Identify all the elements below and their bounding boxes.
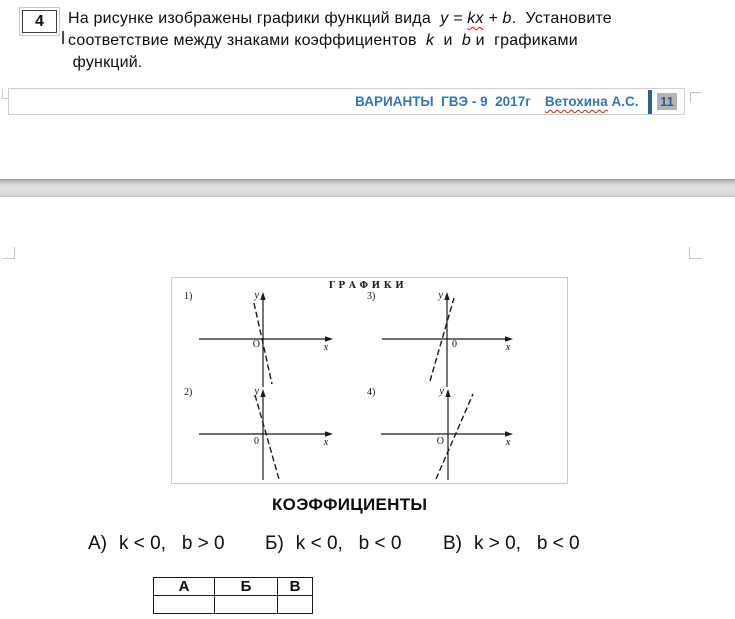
graphs-figure	[171, 277, 568, 484]
option-a-label: А)	[88, 533, 107, 554]
graph-4-y-label: у	[439, 386, 444, 397]
graph-1-x-label: х	[323, 342, 329, 353]
problem-number-box	[22, 10, 57, 33]
graph-2-number: 2)	[184, 387, 193, 398]
statement-text: функций.	[68, 54, 143, 71]
graph-1-origin-label: O	[252, 339, 260, 350]
graph-4-x-label: х	[505, 437, 511, 448]
option-v-expression: k > 0, b < 0	[474, 533, 580, 554]
page-corner-mark-top-right	[690, 92, 702, 103]
option-b-label: Б)	[265, 533, 284, 554]
graph-3-y-label: у	[438, 290, 443, 301]
graph-4-number: 4)	[367, 387, 376, 398]
var-b: b	[461, 32, 472, 49]
page-corner-mark-left	[3, 247, 15, 259]
problem-statement	[68, 8, 678, 74]
figure-border	[172, 278, 568, 484]
graph-3-origin-label: 0	[452, 339, 457, 350]
graph-1-y-label: у	[254, 290, 259, 301]
graph-2-origin-label: 0	[254, 436, 259, 447]
var-k: k	[426, 32, 435, 49]
answer-cell-a[interactable]	[154, 596, 215, 614]
answer-column-a: А	[154, 578, 215, 596]
page-footer	[8, 88, 685, 115]
page-corner-mark-right	[689, 247, 702, 259]
graph-1-number: 1)	[184, 291, 193, 302]
footer-author-initials: А.С.	[607, 94, 639, 109]
statement-text: На рисунке изображены графики функций вида	[68, 10, 441, 27]
option-a	[88, 533, 225, 555]
formula-kx-misspelled: kx	[467, 10, 484, 27]
answer-column-b: Б	[215, 578, 278, 596]
statement-text: соответствие между знаками коэффициентов	[68, 32, 426, 49]
graph-4-origin-label: O	[436, 436, 444, 447]
footer-divider-bar	[648, 90, 653, 114]
option-a-expression: k < 0, b > 0	[119, 533, 225, 554]
graph-2-y-label: у	[254, 386, 259, 397]
figure-title: ГРАФИКИ	[328, 281, 408, 291]
text-cursor	[62, 31, 64, 44]
statement-text: . Установите	[511, 10, 612, 27]
problem-number: 4	[35, 12, 44, 30]
footer-series-title: ВАРИАНТЫ ГВЭ - 9 2017г	[355, 94, 531, 109]
answer-table	[153, 577, 313, 614]
statement-line-3	[68, 52, 678, 74]
page-number-badge: 11	[657, 93, 677, 110]
page-break-separator	[0, 179, 735, 197]
footer-author	[545, 94, 639, 109]
answer-cell-b[interactable]	[215, 596, 278, 614]
coefficients-heading: КОЭФФИЦИЕНТЫ	[272, 495, 428, 514]
graph-3-number: 3)	[367, 291, 376, 302]
answer-column-v: В	[278, 578, 313, 596]
formula-y-equals: y =	[440, 10, 468, 27]
statement-line-2	[68, 30, 678, 52]
option-v	[443, 533, 580, 555]
answer-cell-v[interactable]	[278, 596, 313, 614]
graph-2-x-label: х	[323, 437, 329, 448]
statement-line-1	[68, 8, 678, 30]
answer-table-value-row	[154, 596, 313, 614]
formula-plus-b: + b	[483, 10, 512, 27]
answer-table-header-row	[154, 578, 313, 596]
option-b-expression: k < 0, b < 0	[295, 533, 402, 554]
footer-author-surname: Ветохина	[544, 94, 608, 109]
statement-text: и	[434, 32, 462, 49]
graph-3-x-label: х	[505, 342, 511, 353]
statement-text: и графиками	[471, 32, 578, 49]
option-b	[265, 533, 401, 555]
option-v-label: В)	[443, 533, 462, 554]
